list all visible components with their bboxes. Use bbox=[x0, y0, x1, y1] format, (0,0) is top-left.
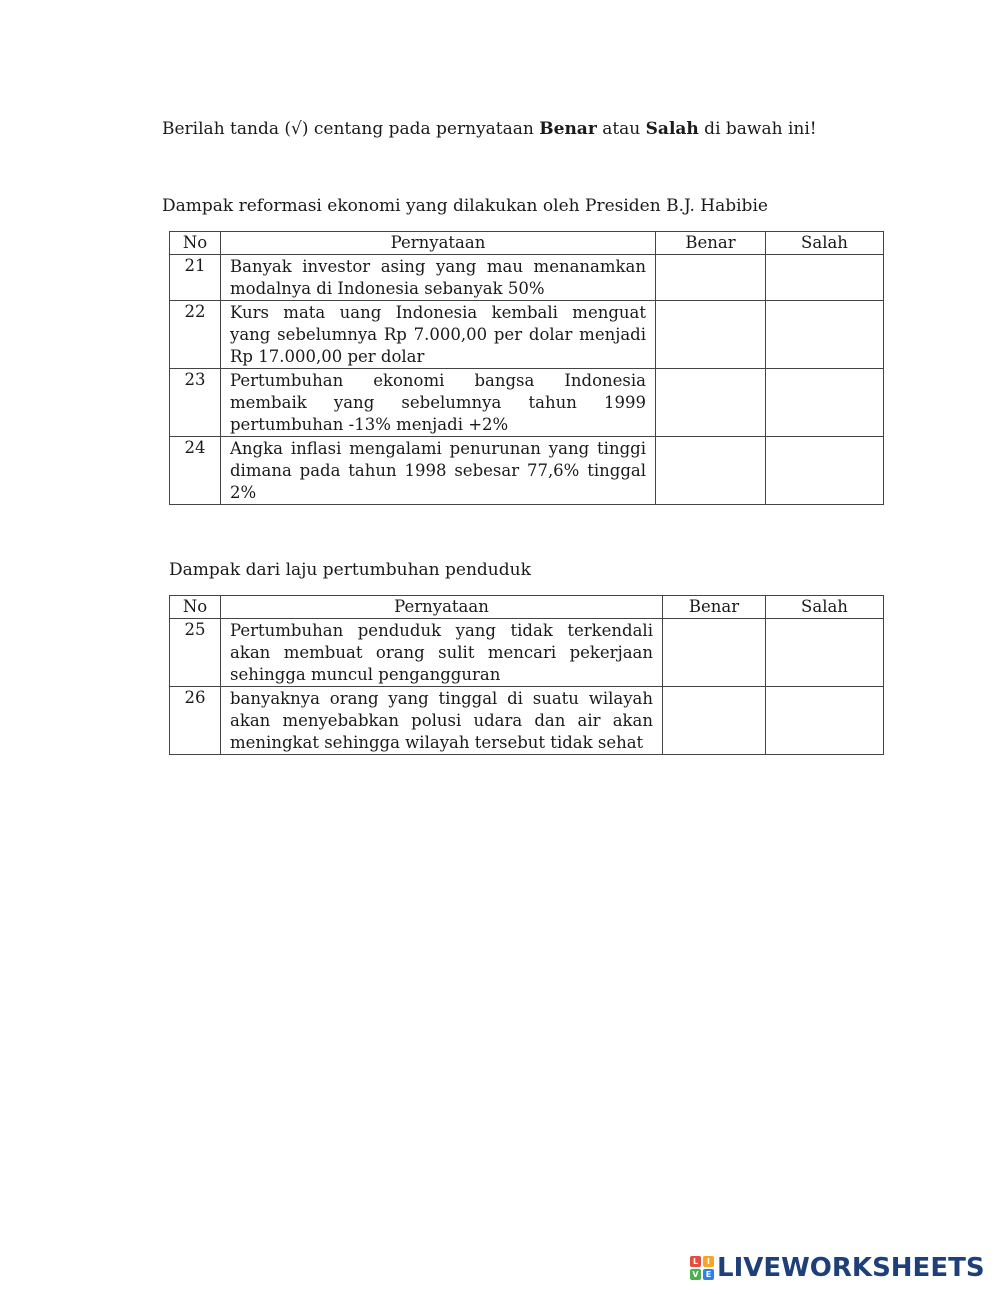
logo-text: LIVEWORKSHEETS bbox=[717, 1253, 985, 1283]
table-row bbox=[170, 255, 884, 301]
header-statement: Pernyataan bbox=[221, 232, 656, 255]
header-true: Benar bbox=[656, 232, 766, 255]
row-statement: Kurs mata uang Indonesia kembali menguat yang sebelumnya Rp 7.000,00 per dolar menjadi Rp 17.000,00 per dolar bbox=[221, 301, 656, 369]
answer-true-cell[interactable] bbox=[663, 687, 766, 755]
answer-true-cell[interactable] bbox=[656, 437, 766, 505]
header-statement: Pernyataan bbox=[221, 596, 663, 619]
section1-table bbox=[169, 231, 884, 505]
logo-mark-letter: E bbox=[703, 1269, 714, 1280]
table-row bbox=[170, 369, 884, 437]
header-false: Salah bbox=[766, 596, 884, 619]
row-number: 22 bbox=[170, 301, 221, 369]
answer-true-cell[interactable] bbox=[663, 619, 766, 687]
logo-mark-letter: I bbox=[703, 1256, 714, 1267]
answer-true-cell[interactable] bbox=[656, 255, 766, 301]
row-statement: Banyak investor asing yang mau menanamkan modalnya di Indonesia sebanyak 50% bbox=[221, 255, 656, 301]
section1-title: Dampak reformasi ekonomi yang dilakukan oleh Presiden B.J. Habibie bbox=[162, 196, 768, 216]
liveworksheets-logo bbox=[690, 1250, 985, 1286]
row-number: 21 bbox=[170, 255, 221, 301]
answer-false-cell[interactable] bbox=[766, 301, 884, 369]
row-number: 23 bbox=[170, 369, 221, 437]
table-row bbox=[170, 437, 884, 505]
header-false: Salah bbox=[766, 232, 884, 255]
section2-title: Dampak dari laju pertumbuhan penduduk bbox=[169, 560, 531, 580]
instruction-text-after: di bawah ini! bbox=[698, 119, 817, 139]
answer-false-cell[interactable] bbox=[766, 437, 884, 505]
table-row bbox=[170, 687, 884, 755]
header-no: No bbox=[170, 596, 221, 619]
logo-mark-letter: L bbox=[690, 1256, 701, 1267]
table-header-row bbox=[170, 232, 884, 255]
table-row bbox=[170, 619, 884, 687]
instruction-bold-benar: Benar bbox=[539, 119, 597, 139]
header-true: Benar bbox=[663, 596, 766, 619]
table-header-row bbox=[170, 596, 884, 619]
row-statement: Pertumbuhan ekonomi bangsa Indonesia membaik yang sebelumnya tahun 1999 pertumbuhan -13% menjadi +2% bbox=[221, 369, 656, 437]
row-statement: banyaknya orang yang tinggal di suatu wilayah akan menyebabkan polusi udara dan air akan meningkat sehingga wilayah tersebut tidak sehat bbox=[221, 687, 663, 755]
instruction-bold-salah: Salah bbox=[645, 119, 699, 139]
row-number: 25 bbox=[170, 619, 221, 687]
logo-mark-letter: V bbox=[690, 1269, 701, 1280]
answer-false-cell[interactable] bbox=[766, 369, 884, 437]
answer-false-cell[interactable] bbox=[766, 687, 884, 755]
answer-false-cell[interactable] bbox=[766, 619, 884, 687]
row-number: 24 bbox=[170, 437, 221, 505]
table-row bbox=[170, 301, 884, 369]
section2-table bbox=[169, 595, 884, 755]
instruction-text-before: Berilah tanda (√) centang pada pernyataan bbox=[162, 119, 540, 139]
row-statement: Pertumbuhan penduduk yang tidak terkendali akan membuat orang sulit mencari pekerjaan sehingga muncul pengangguran bbox=[221, 619, 663, 687]
instruction-text-middle: atau bbox=[596, 119, 646, 139]
row-statement: Angka inflasi mengalami penurunan yang tinggi dimana pada tahun 1998 sebesar 77,6% tinggal 2% bbox=[221, 437, 656, 505]
instruction bbox=[162, 118, 817, 140]
answer-true-cell[interactable] bbox=[656, 301, 766, 369]
answer-true-cell[interactable] bbox=[656, 369, 766, 437]
row-number: 26 bbox=[170, 687, 221, 755]
answer-false-cell[interactable] bbox=[766, 255, 884, 301]
header-no: No bbox=[170, 232, 221, 255]
logo-mark-icon bbox=[690, 1256, 714, 1280]
